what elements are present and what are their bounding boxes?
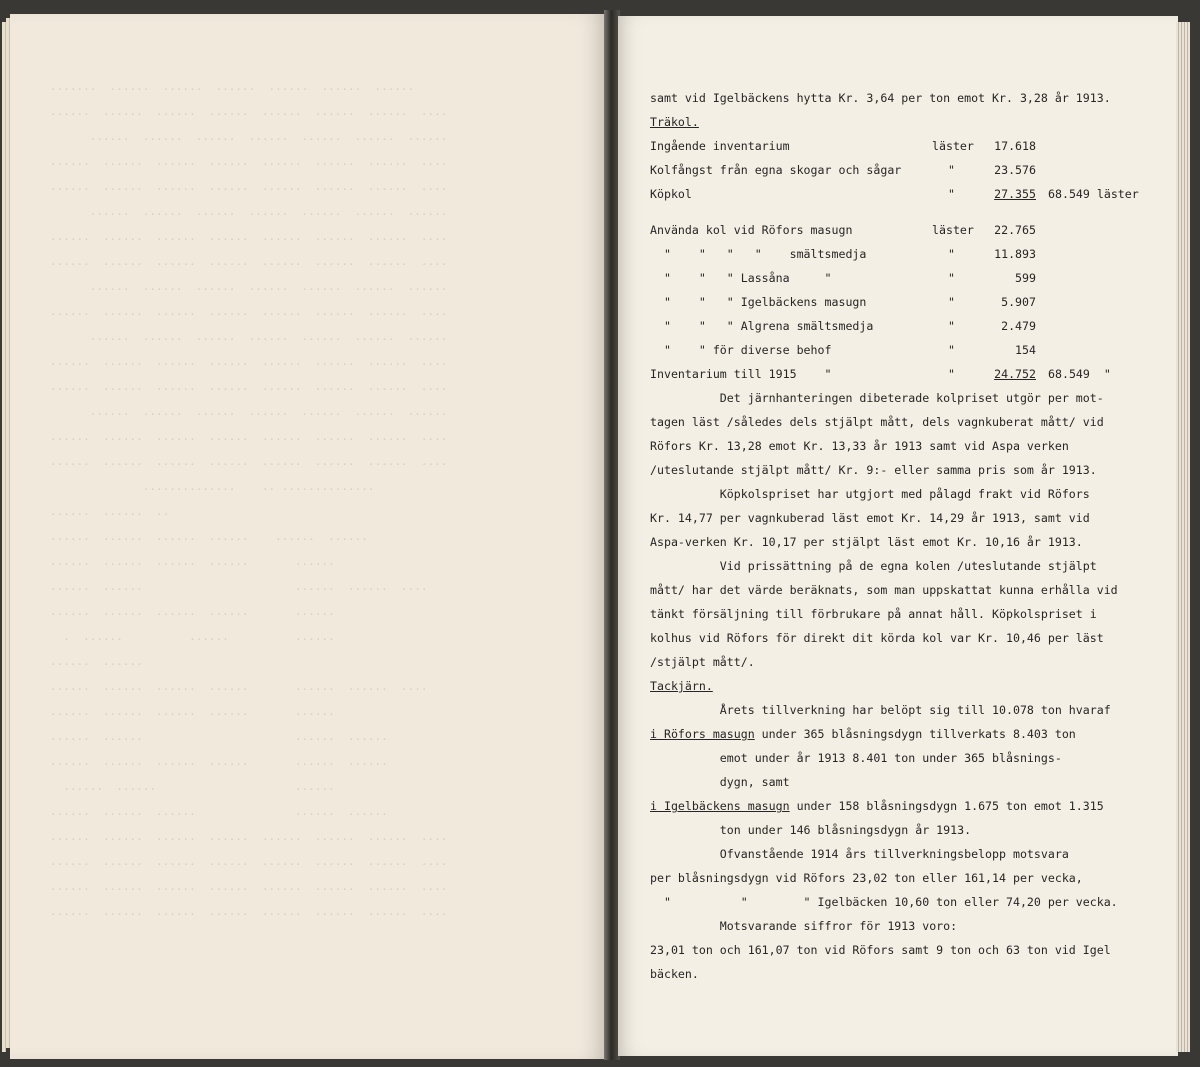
table-row-value: 2.479 xyxy=(1001,319,1036,333)
text-line: mått/ har det värde beräknats, som man uppskattat kunna erhålla vid xyxy=(650,583,1118,597)
text-line: dygn, samt xyxy=(650,775,790,789)
trakol-heading: Träkol. xyxy=(650,115,699,129)
table-row-value: 5.907 xyxy=(1001,295,1036,309)
text-line xyxy=(650,799,1104,813)
table-row-unit: " xyxy=(948,271,955,285)
table-row-label: " " " Algrena smältsmedja xyxy=(650,319,874,333)
table-row-value: 11.893 xyxy=(994,247,1036,261)
text-line: bäcken. xyxy=(650,967,699,981)
text-line: Röfors Kr. 13,28 emot Kr. 13,33 år 1913 samt vid Aspa verken xyxy=(650,439,1069,453)
page-stack-edge xyxy=(1176,22,1190,1052)
table-row-unit: " xyxy=(948,295,955,309)
table-row-unit: " xyxy=(948,187,955,201)
text-line: Köpkolspriset har utgjort med pålagd frakt vid Röfors xyxy=(650,487,1090,501)
table-row-unit: läster xyxy=(932,139,974,153)
text-line: ton under 146 blåsningsdygn år 1913. xyxy=(650,823,972,837)
text-line: " " " Igelbäcken 10,60 ton eller 74,20 per vecka. xyxy=(650,895,1118,909)
bleed-through-text: ....... ...... ...... ...... ...... ...... ...... ...... ...... ...... ...... ...... ...... ...... .... ...... ...... ...... ...... ...... ...... ...... ...... ...... ...... ...... ...... ...... ...... .... ...... ...... ...... ...... ...... ...... ...... .... ...... ...... ...... ...... ...... ...... ...... ...... ...... ...... ...... ...... ...... ...... .... ...... ...... ...... ...... ...... ...... ...... .... ...... ...... ...... ...... ...... ...... ...... ...... ...... ...... ...... ...... ...... ...... .... ...... ...... ...... ...... ...... ...... ...... ...... ...... ...... ...... ...... ...... ...... .... ...... ...... ...... ...... ...... ...... ...... .... ...... ...... ...... ...... ...... ...... ...... ...... ...... ...... ...... ...... ...... ...... .... ...... ...... ...... ...... ...... ...... ...... .... .............. .. .............. ...... ...... .. ...... ...... ...... ...... ...... ...... ...... ...... ...... ...... ...... ...... ...... ...... ...... .... ...... ...... ...... ...... ...... . ...... ...... ...... ...... ...... ...... ...... ...... ...... ...... ...... .... ...... ...... ...... ...... ...... ...... ...... ...... ...... ...... ...... ...... ...... ...... ...... ...... ...... ...... ...... ...... ...... ...... ...... ...... ...... ...... ...... ...... ...... ...... .... ...... ...... ...... ...... ...... ...... ...... .... ...... ...... ...... ...... ...... ...... ...... .... ...... ...... ...... ...... ...... ...... ...... .... xyxy=(50,80,448,918)
text-line: kolhus vid Röfors för direkt dit körda kol var Kr. 10,46 per läst xyxy=(650,631,1104,645)
rofors-masugn-label: i Röfors masugn xyxy=(650,727,755,741)
text-line: Aspa-verken Kr. 10,17 per stjälpt läst emot Kr. 10,16 år 1913. xyxy=(650,535,1083,549)
table-row-label: Kolfångst från egna skogar och sågar xyxy=(650,163,902,177)
table-row-value: 154 xyxy=(1015,343,1036,357)
table-row-unit: " xyxy=(948,367,955,381)
right-page xyxy=(618,16,1178,1056)
text-line: Det järnhanteringen dibeterade kolpriset utgör per mot- xyxy=(650,391,1104,405)
table-row-unit: " xyxy=(948,343,955,357)
table-row-label: " " för diverse behof xyxy=(650,343,832,357)
table-row-label: " " " Igelbäckens masugn xyxy=(650,295,867,309)
table-row-value: 22.765 xyxy=(994,223,1036,237)
text-line: tänkt försäljning till förbrukare på annat håll. Köpkolspriset i xyxy=(650,607,1097,621)
table-row-label: Ingående inventarium xyxy=(650,139,790,153)
table-row-value: 24.752 xyxy=(994,367,1036,381)
left-page xyxy=(10,14,607,1059)
text-line: /uteslutande stjälpt mått/ Kr. 9:- eller samma pris som år 1913. xyxy=(650,463,1097,477)
intro-line: samt vid Igelbäckens hytta Kr. 3,64 per ton emot Kr. 3,28 år 1913. xyxy=(650,91,1111,105)
text-line: tagen läst /således dels stjälpt mått, dels vagnkuberat mått/ vid xyxy=(650,415,1104,429)
table-row-unit: " xyxy=(948,247,955,261)
text-line: Ofvanstående 1914 års tillverkningsbelopp motsvara xyxy=(650,847,1069,861)
table-row-label: Inventarium till 1915 " xyxy=(650,367,832,381)
igelbacken-text: under 158 blåsningsdygn 1.675 ton emot 1.315 xyxy=(789,799,1104,813)
rofors-text: under 365 blåsningsdygn tillverkats 8.403 ton xyxy=(754,727,1076,741)
table-row-label: Använda kol vid Röfors masugn xyxy=(650,223,853,237)
text-line: Vid prissättning på de egna kolen /uteslutande stjälpt xyxy=(650,559,1097,573)
table-row-label: Köpkol xyxy=(650,187,692,201)
table-row-label: " " " Lassåna " xyxy=(650,271,832,285)
table-row-unit: " xyxy=(948,319,955,333)
table-row-unit: läster xyxy=(932,223,974,237)
text-line: 23,01 ton och 161,07 ton vid Röfors samt 9 ton och 63 ton vid Igel xyxy=(650,943,1111,957)
table-row-total: 68.549 " xyxy=(1048,367,1111,381)
table-row-value: 23.576 xyxy=(994,163,1036,177)
text-line xyxy=(650,727,1076,741)
table-row-value: 27.355 xyxy=(994,187,1036,201)
tackjarn-heading: Tackjärn. xyxy=(650,679,713,693)
text-line: Årets tillverkning har belöpt sig till 10.078 ton hvaraf xyxy=(650,703,1111,717)
text-line: /stjälpt mått/. xyxy=(650,655,755,669)
table-row-label: " " " " smältsmedja xyxy=(650,247,867,261)
table-row-total: 68.549 läster xyxy=(1048,187,1139,201)
text-line: per blåsningsdygn vid Röfors 23,02 ton eller 161,14 per vecka, xyxy=(650,871,1083,885)
text-line: Motsvarande siffror för 1913 voro: xyxy=(650,919,958,933)
table-row-value: 17.618 xyxy=(994,139,1036,153)
page-stack-edge xyxy=(2,22,6,1052)
text-line: Kr. 14,77 per vagnkuberad läst emot Kr. 14,29 år 1913, samt vid xyxy=(650,511,1090,525)
table-row-unit: " xyxy=(948,163,955,177)
text-line: emot under år 1913 8.401 ton under 365 blåsnings- xyxy=(650,751,1062,765)
table-row-value: 599 xyxy=(1015,271,1036,285)
igelbacken-masugn-label: i Igelbäckens masugn xyxy=(650,799,790,813)
